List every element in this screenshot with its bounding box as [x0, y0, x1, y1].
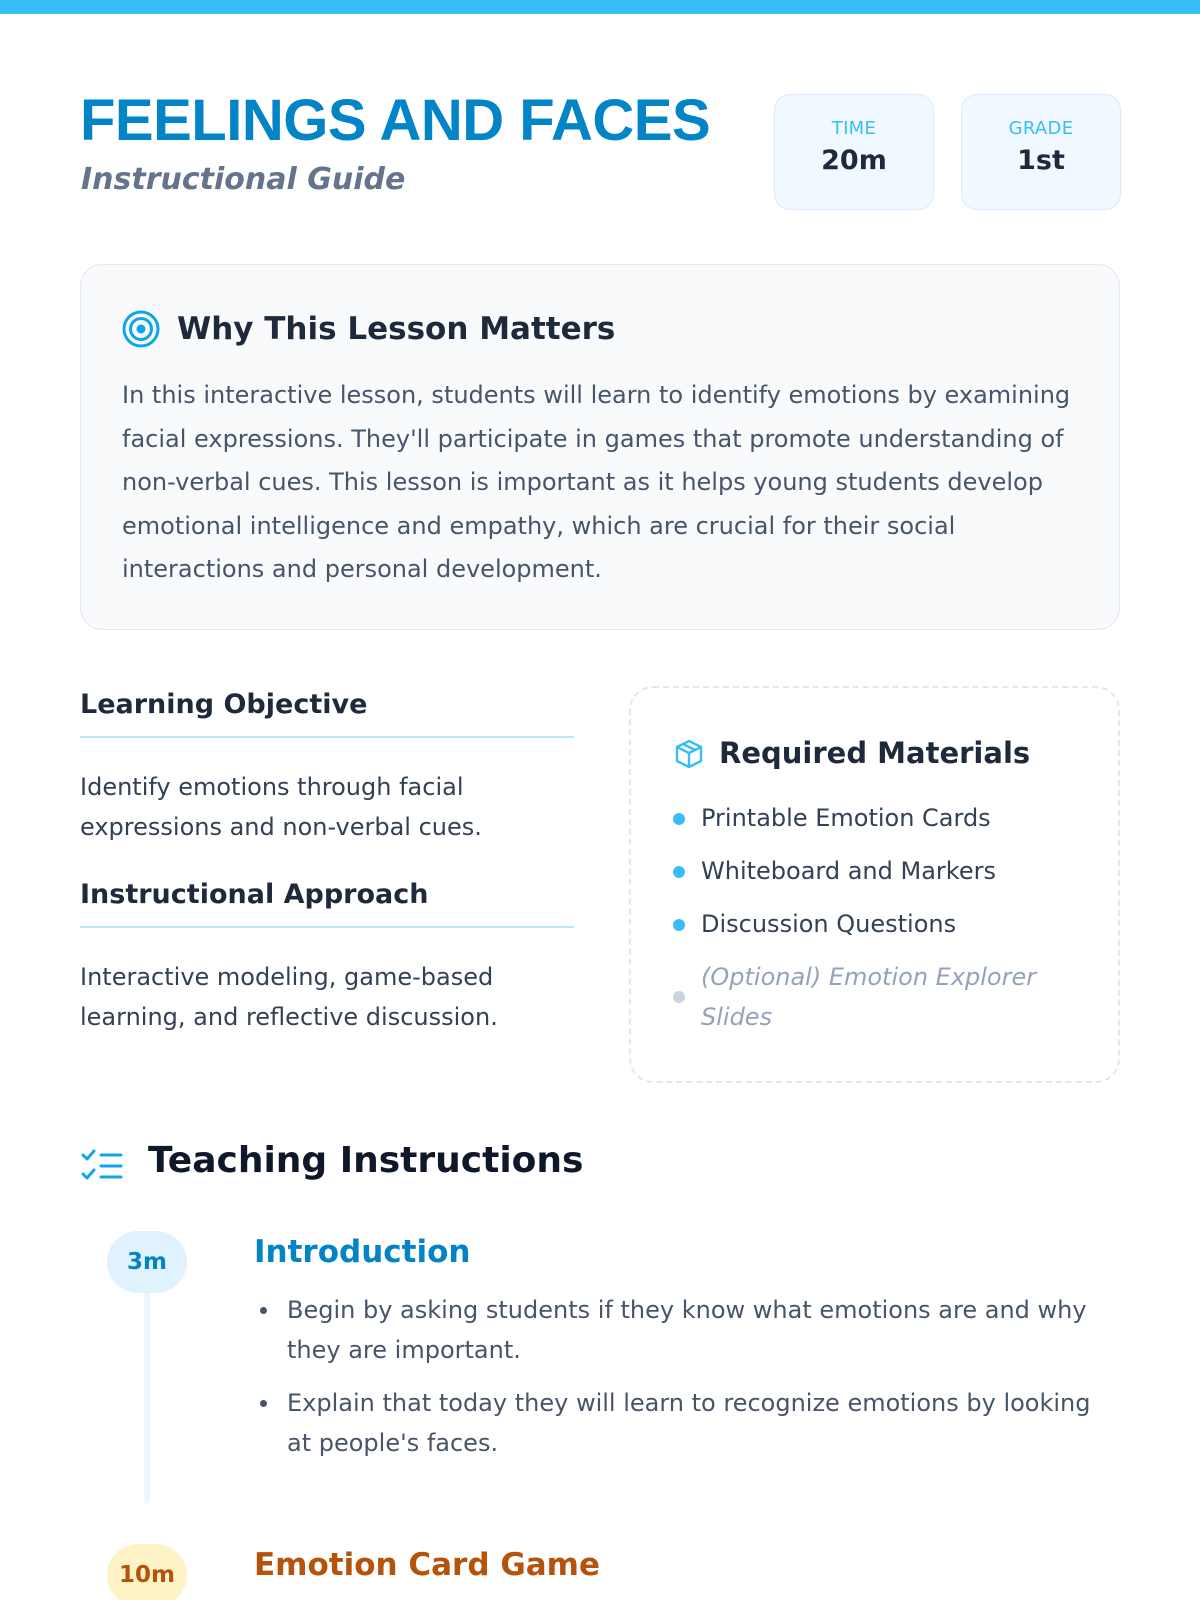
- timeline-connector: [144, 1290, 150, 1504]
- bullet-dot-icon: [673, 866, 685, 878]
- box-icon: [673, 738, 705, 770]
- material-item-label: (Optional) Emotion Explorer Slides: [701, 963, 1037, 1031]
- page-subtitle: Instructional Guide: [81, 162, 406, 197]
- step-title-emotion-card-game: Emotion Card Game: [254, 1547, 601, 1583]
- target-icon: [121, 309, 161, 349]
- instructional-approach-heading: Instructional Approach: [80, 879, 429, 910]
- required-materials-title: Required Materials: [719, 736, 1031, 770]
- bullet-dot-icon: [260, 1307, 267, 1314]
- step-bullet-text: Explain that today they will learn to recognize emotions by looking at people's faces.: [287, 1389, 1091, 1457]
- step-bullet: [254, 1290, 1120, 1370]
- checklist-icon: [80, 1146, 124, 1186]
- learning-objective-heading: Learning Objective: [80, 689, 368, 720]
- step-bullet: [254, 1383, 1120, 1463]
- step-bullets-introduction: [254, 1290, 1120, 1476]
- material-item-label: Printable Emotion Cards: [701, 804, 991, 832]
- materials-list: [673, 798, 1093, 1050]
- teaching-instructions-title: Teaching Instructions: [148, 1140, 584, 1181]
- instructional-approach-divider: [80, 926, 574, 928]
- bullet-dot-icon: [673, 991, 685, 1003]
- why-title: Why This Lesson Matters: [177, 311, 616, 347]
- instructional-approach-text: Interactive modeling, game-based learning, and reflective discussion.: [80, 963, 498, 1031]
- time-stat-value: 20m: [821, 145, 887, 176]
- bullet-dot-icon: [673, 813, 685, 825]
- step-duration-badge: 3m: [107, 1231, 187, 1293]
- material-item: [673, 904, 1093, 944]
- step-duration-badge: 10m: [107, 1544, 187, 1600]
- top-accent-bar: [0, 0, 1200, 14]
- time-stat-label: TIME: [831, 118, 877, 139]
- material-item-label: Discussion Questions: [701, 910, 957, 938]
- required-materials-box: [629, 686, 1120, 1083]
- material-item-optional: [673, 957, 1093, 1037]
- time-stat-card: [774, 94, 934, 210]
- material-item-label: Whiteboard and Markers: [701, 857, 996, 885]
- step-title-introduction: Introduction: [254, 1234, 471, 1270]
- material-item: [673, 798, 1093, 838]
- grade-stat-card: [961, 94, 1121, 210]
- learning-objective-text: Identify emotions through facial expressions and non-verbal cues.: [80, 773, 482, 841]
- bullet-dot-icon: [673, 919, 685, 931]
- material-item: [673, 851, 1093, 891]
- page-title: FEELINGS AND FACES: [80, 88, 711, 153]
- step-bullet-text: Begin by asking students if they know what emotions are and why they are important.: [287, 1296, 1087, 1364]
- grade-stat-value: 1st: [1017, 145, 1065, 176]
- bullet-dot-icon: [260, 1400, 267, 1407]
- why-lesson-matters-card: [80, 264, 1120, 630]
- learning-objective-divider: [80, 736, 574, 738]
- why-description: In this interactive lesson, students will learn to identify emotions by examining facial expressions. They'll participate in games that promote understanding of non-verbal cues. This lesson is important as it helps young students develop emotional intelligence and empathy, which are crucial for their social interactions and personal development.: [122, 381, 1071, 583]
- grade-stat-label: GRADE: [1008, 118, 1074, 139]
